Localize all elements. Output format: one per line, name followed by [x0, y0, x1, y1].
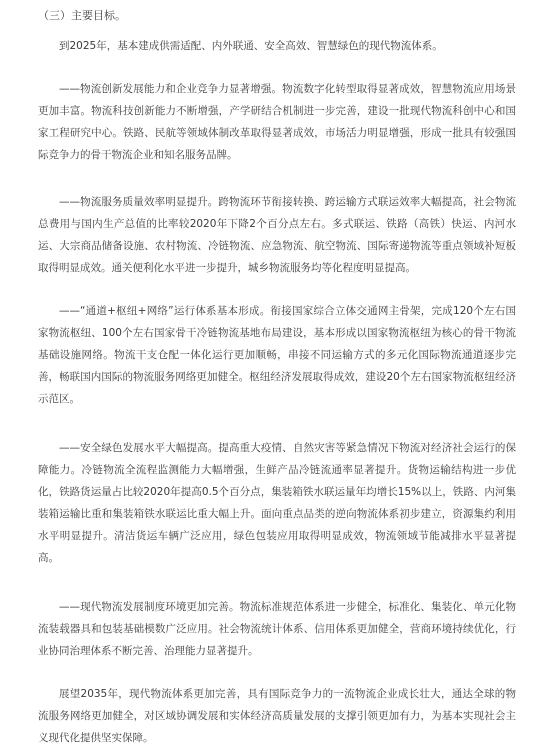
section-heading: （三）主要目标。: [38, 9, 126, 22]
paragraph-institutional-environment: ——现代物流发展制度环境更加完善。物流标准规范体系进一步健全，标准化、集装化、单元化物流装载器具和包装基础模数广泛应用。社会物流统计体系、信用体系更加健全，营商环境持续优化，行业协同治理体系不断完善、治理能力显著提升。: [38, 601, 516, 657]
paragraph-safe-green-development: ——安全绿色发展水平大幅提高。提高重大疫情、自然灾害等紧急情况下物流对经济社会运行的保障能力。冷链物流全流程监测能力大幅增强，生鲜产品冷链流通率显著提升。货物运输结构进一步优化，铁路货运量占比较2020年提高0.5个百分点，集装箱铁水联运量年均增长15%以上，铁路、内河集装箱运输比重和集装箱铁水联运比重大幅上升。面向重点品类的逆向物流体系初步建立，资源集约利用水平明显提升。清洁货运车辆广泛应用，绿色包装应用取得明显成效，物流领域节能减排水平显著提高。: [38, 442, 516, 564]
paragraph-innovation-competitiveness: ——物流创新发展能力和企业竞争力显著增强。物流数字化转型取得显著成效，智慧物流应用场景更加丰富。物流科技创新能力不断增强，产学研结合机制进一步完善，建设一批现代物流科创中心和国家工程研究中心。铁路、民航等领域体制改革取得显著成效，市场活力明显增强，形成一批具有较强国际竞争力的骨干物流企业和知名服务品牌。: [38, 83, 516, 161]
paragraph-service-quality-efficiency: ——物流服务质量效率明显提升。跨物流环节衔接转换、跨运输方式联运效率大幅提高，社会物流总费用与国内生产总值的比率较2020年下降2个百分点左右。多式联运、铁路（高铁）快运、内河水运、大宗商品储备设施、农村物流、冷链物流、应急物流、航空物流、国际寄递物流等重点领域补短板取得明显成效。通关便利化水平进一步提升，城乡物流服务均等化程度明显提高。: [38, 196, 516, 274]
paragraph-overall-goal: 到2025年，基本建成供需适配、内外联通、安全高效、智慧绿色的现代物流体系。: [59, 40, 443, 52]
paragraph-outlook-2035: 展望2035年，现代物流体系更加完善，具有国际竞争力的一流物流企业成长壮大，通达全球的物流服务网络更加健全，对区域协调发展和实体经济高质量发展的支撑引领更加有力，为基本实现社会主义现代化提供坚实保障。: [38, 688, 516, 744]
paragraph-channel-hub-network: ——“通道+枢纽+网络”运行体系基本形成。衔接国家综合立体交通网主骨架，完成120个左右国家物流枢纽、100个左右国家骨干冷链物流基地布局建设，基本形成以国家物流枢纽为核心的骨干物流基础设施网络。物流干支仓配一体化运行更加顺畅，串接不同运输方式的多元化国际物流通道逐步完善，畅联国内国际的物流服务网络更加健全。枢纽经济发展取得成效，建设20个左右国家物流枢纽经济示范区。: [38, 305, 516, 405]
